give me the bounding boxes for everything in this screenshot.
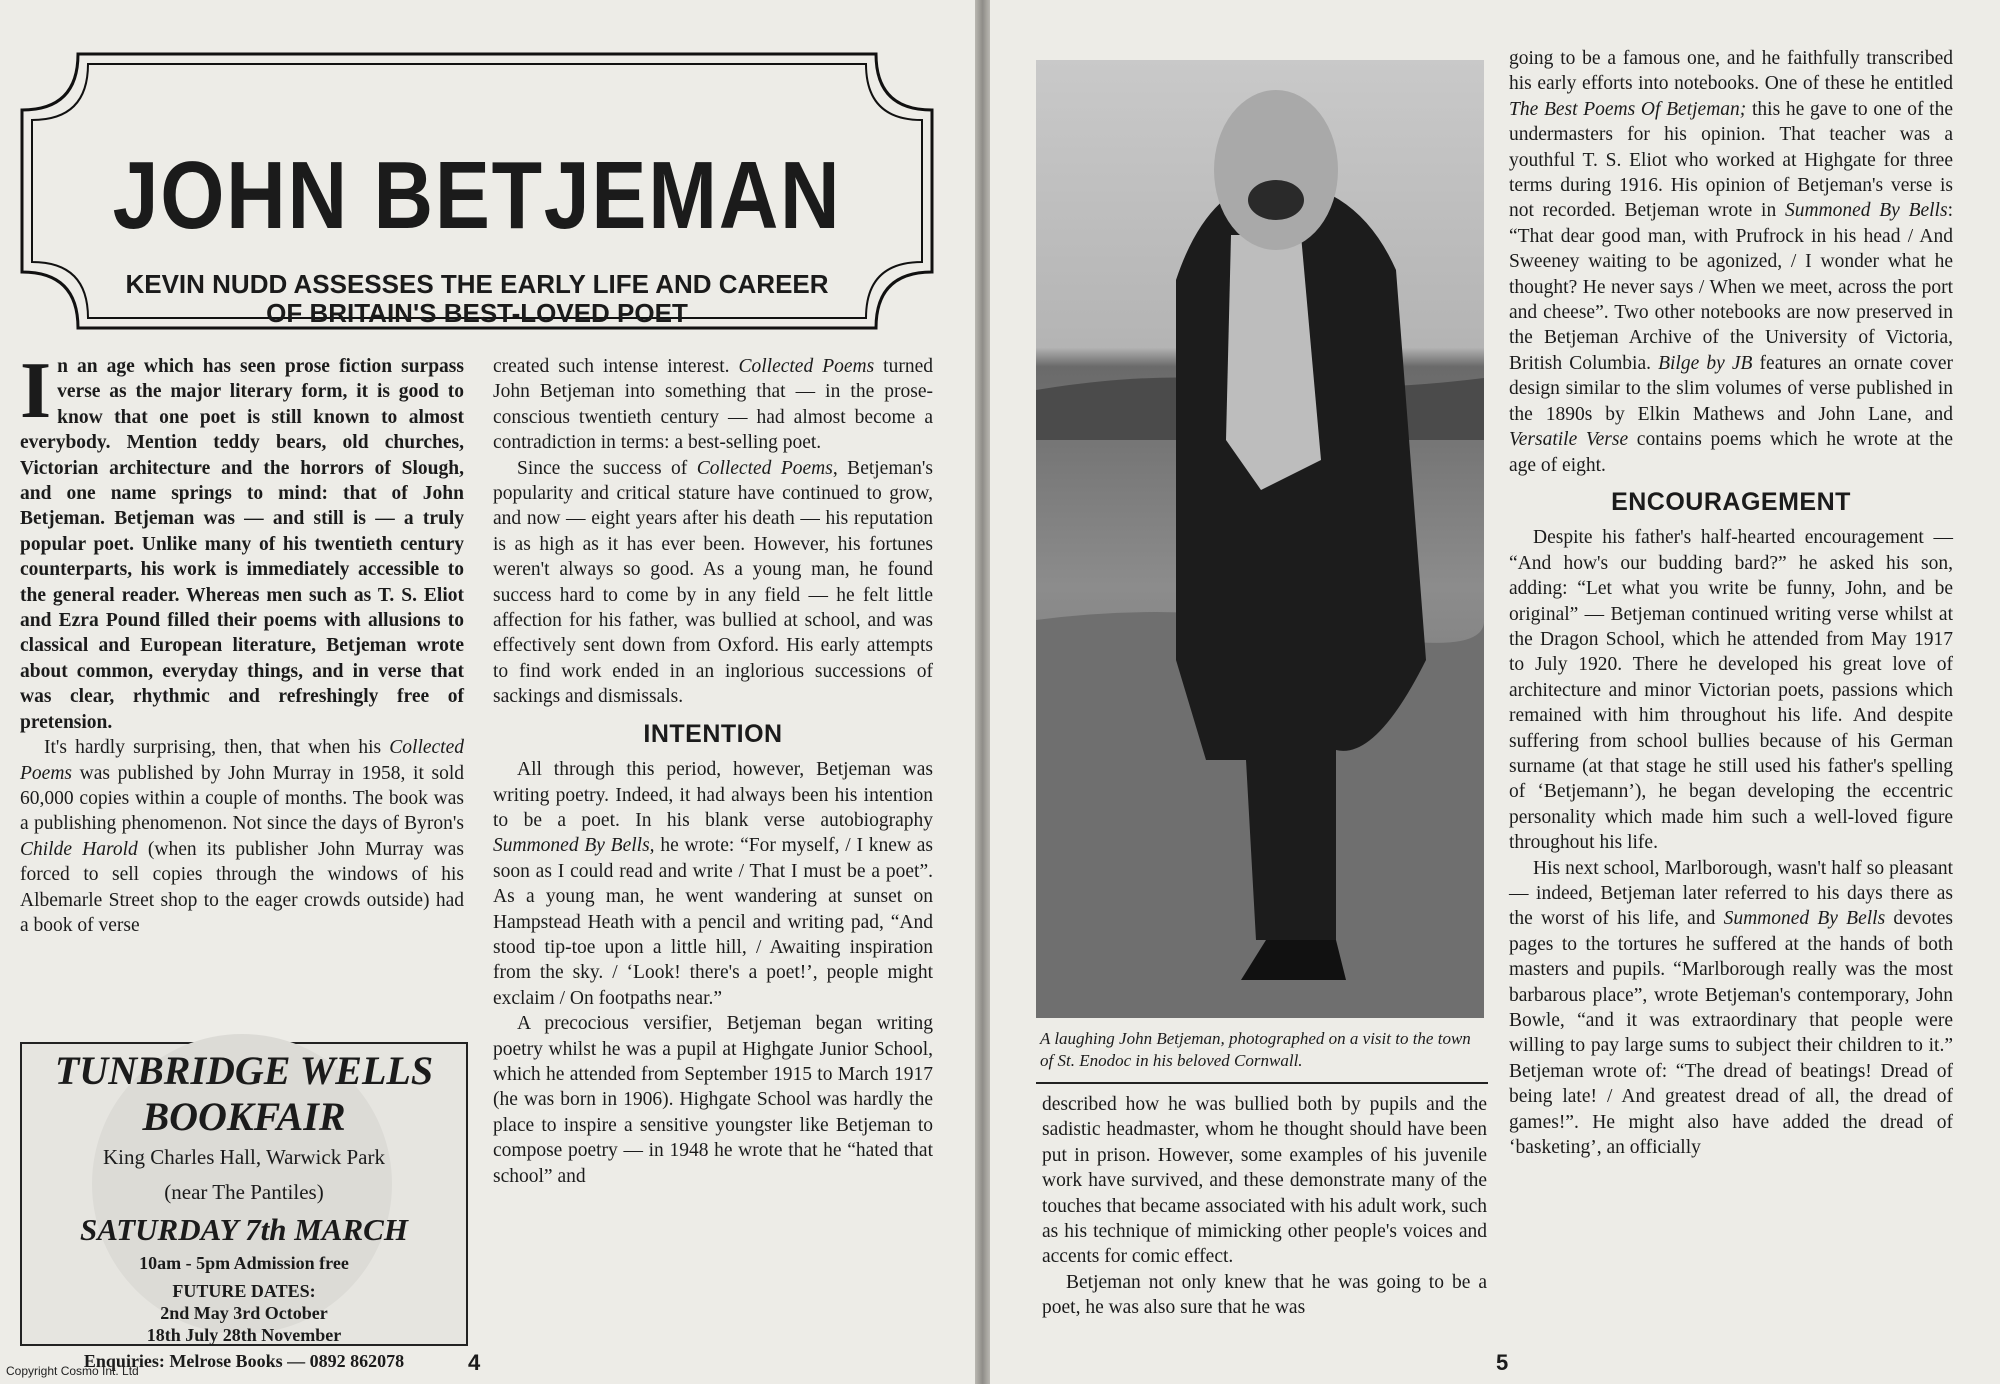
advert-future-label: FUTURE DATES: <box>172 1281 316 1301</box>
advert-title-line-1: TUNBRIDGE WELLS <box>54 1048 434 1093</box>
advert-date: SATURDAY 7th MARCH <box>80 1212 408 1247</box>
column-4 <box>1509 46 1953 1160</box>
heading-intention: INTENTION <box>643 719 783 748</box>
heading-encouragement: ENCOURAGEMENT <box>1611 487 1851 516</box>
bookfair-advert <box>20 1042 468 1371</box>
column-2 <box>493 354 933 1189</box>
article-subtitle <box>18 270 936 328</box>
advert-title-line-2: BOOKFAIR <box>142 1094 346 1139</box>
column-1 <box>20 347 464 938</box>
advert-hours: 10am - 5pm Admission free <box>139 1253 349 1273</box>
paragraph-11: His next school, Marlborough, wasn't half so pleasant — indeed, Betjeman later referred to his days there as the worst of his life, and Summoned By Bells devotes pages to the tortures he suffered at the hands of both masters and pupils. “Marlborough really was the most barbarous place”, wrote Betjeman's contemporary, John Bowle, “and it was extraordinary that people were willing to pay large sums to subject their children to it.” Betjeman wrote of: “The dread of beatings! Dread of being late! / And greatest dread of all, the dread of games!”. He might also have added the dread of ‘basketing’, an officially <box>1509 857 1953 1159</box>
intro-paragraph: In an age which has seen prose fiction surpass verse as the major literary form, it is good to know that one poet is still known to almost everybody. Mention teddy bears, old churches, Victorian architecture and the horrors of Slough, and one name springs to mind: that of John Betjeman. Betjeman was — and still is — a truly popular poet. Unlike many of his twentieth century counterparts, his work is immediately accessible to the general reader. Whereas men such as T. S. Eliot and Ezra Pound filled their poems with allusions to classical and European literature, Betjeman wrote about common, everyday things, and in verse that was clear, rhythmic and refreshingly free of pretension. <box>20 347 464 733</box>
betjeman-photograph <box>1036 60 1484 1018</box>
copyright-notice: Copyright Cosmo Int. Ltd <box>6 1364 139 1378</box>
article-title: JOHN BETJEMAN <box>112 142 842 249</box>
title-box <box>18 50 936 332</box>
page-number-right: 5 <box>1496 1350 1509 1375</box>
column-3 <box>1042 1092 1487 1321</box>
subtitle-line-2: OF BRITAIN'S BEST-LOVED POET <box>266 298 688 328</box>
caption-rule <box>1036 1082 1488 1084</box>
advert-venue-note: (near The Pantiles) <box>164 1180 324 1204</box>
drop-cap: I <box>20 347 52 435</box>
photograph-image <box>1036 60 1484 1018</box>
photo-caption: A laughing John Betjeman, photographed on a visit to the town of St. Enodoc in his beloved Cornwall. <box>1040 1029 1471 1070</box>
paragraph-6: A precocious versifier, Betjeman began writing poetry whilst he was a pupil at Highgate Junior School, which he attended from September 1915 to March 1917 (he was born in 1906). Highgate School was hardly the place to inspire a sensitive youngster like Betjeman to compose poetry — in 1948 he wrote that he “hated that school” and <box>493 1013 933 1187</box>
paragraph-9: going to be a famous one, and he faithfully transcribed his early efforts into notebooks. One of these he entitled The Best Poems Of Betjeman; this he gave to one of the undermasters for his opinion. That teacher was a youthful T. S. Eliot who worked at Highgate for three terms during 1916. His opinion of Betjeman's verse is not recorded. Betjeman wrote in Summoned By Bells: “That dear good man, with Prufrock in his head / And Sweeney waiting to be agonized, / I wonder what he thought? He never says / When we meet, across the port and cheese”. Two other notebooks are now preserved in the Betjeman Archive of the University of Victoria, British Columbia. Bilge by JB features an ornate cover design similar to the slim volumes of verse published in the 1890s by Elkin Mathews and John Lane, and Versatile Verse contains poems which he wrote at the age of eight. <box>1509 48 1954 476</box>
paragraph-4: Since the success of Collected Poems, Betjeman's popularity and critical stature have continued to grow, and now — eight years after his death — his reputation is as high as it has ever been. However, his fortunes weren't always so good. As a young man, he found success hard to come by in any field — he felt little affection for his father, was bullied at school, and was effectively sent down from Oxford. His early attempts to find work ended in an inglorious successions of sackings and dismissals. <box>493 457 934 708</box>
paragraph-8: Betjeman not only knew that he was going to be a poet, he was also sure that he was <box>1042 1271 1487 1319</box>
paragraph-7: described how he was bullied both by pupils and the sadistic headmaster, whom he thought should have been put in prison. However, some examples of his juvenile work have survived, and these demonstrate many of the touches that became associated with his adult work, such as his technique of mimicking other people's voices and accents for comic effect. <box>1042 1094 1487 1268</box>
paragraph-5: All through this period, however, Betjeman was writing poetry. Indeed, it had always been his intention to be a poet. In his blank verse autobiography Summoned By Bells, he wrote: “For myself, / I knew as soon as I could read and write / That I must be a poet”. As a young man, he went wandering at sunset on Hampstead Heath with a pencil and writing pad, “And stood tip-toe upon a little hill, / Awaiting inspiration from the sky. / ‘Look! there's a poet!’, people might exclaim / On footpaths near.” <box>493 759 933 1009</box>
paragraph-3: created such intense interest. Collected Poems turned John Betjeman into something that — in the prose-conscious twentieth century — had almost become a contradiction in terms: a best-selling poet. <box>493 356 933 454</box>
paragraph-2: It's hardly surprising, then, that when his Collected Poems was published by John Murray in 1958, it sold 60,000 copies within a couple of months. The book was a publishing phenomenon. Not since the days of Byron's Childe Harold (when its publisher John Murray was forced to sell copies through the windows of his Albemarle Street shop to the eager crowds outside) had a book of verse <box>20 737 464 936</box>
advert-future-dates-2: 18th July 28th November <box>146 1325 342 1345</box>
paragraph-10: Despite his father's half-hearted encouragement — “And how's our budding bard?” he asked his son, adding: “Let what you write be funny, John, and be original” — Betjeman continued writing verse whilst at the Dragon School, which he attended from May 1917 to July 1920. There he developed his great love of architecture and minor Victorian poets, passions which remained with him throughout his life. And despite suffering from school bullies because of his German surname (at that stage he still used his father's spelling of ‘Betjemann’), he began developing the eccentric personality which made him such a well-loved figure throughout his life. <box>1509 527 1953 854</box>
page-gutter <box>975 0 990 1384</box>
advert-enquiries: Enquiries: Melrose Books — 0892 862078 <box>83 1351 405 1371</box>
advert-venue: King Charles Hall, Warwick Park <box>103 1145 385 1169</box>
subtitle-line-1: KEVIN NUDD ASSESSES THE EARLY LIFE AND CAREER <box>125 269 829 299</box>
page-number-left: 4 <box>468 1350 481 1375</box>
advert-future-dates-1: 2nd May 3rd October <box>160 1303 328 1323</box>
